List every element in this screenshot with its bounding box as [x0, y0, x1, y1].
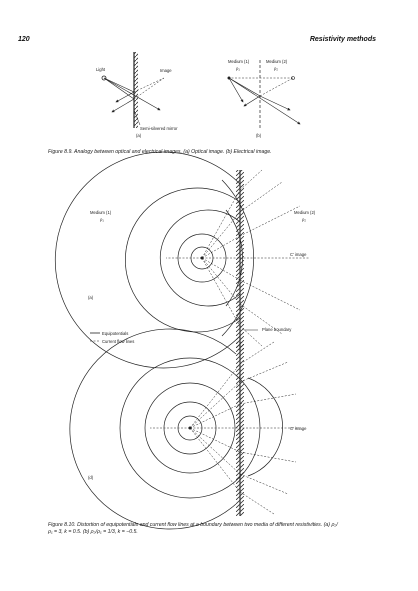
label-medium-2-small: Medium (2) — [266, 59, 288, 64]
label-c-image-d: C' image — [290, 426, 307, 431]
label-rho1-small: ρ₁ — [236, 66, 240, 71]
caption-figure-8-9: Figure 8.9. Analogy between optical and electrical images. (a) Optical image. (b) Electrical image. — [48, 149, 272, 155]
figure-8-10-d — [70, 329, 300, 529]
label-medium-1-small: Medium (1) — [228, 59, 250, 64]
label-rho1: ρ₁ — [100, 217, 104, 222]
figure-8-10-a — [55, 152, 310, 368]
legend-current-flow: Current flow lines — [102, 339, 135, 344]
tag-a-optical: (a) — [136, 133, 142, 138]
tag-d: (d) — [88, 475, 94, 480]
label-rho2-small: ρ₂ — [274, 66, 279, 71]
figure-8-9-a — [102, 52, 164, 128]
caption-figure-8-10: Figure 8.10. Distortion of equipotentials and current flow lines at a boundary between two media of different resistivities. (a) ρ₂/ρ₁ = 3, k = 0.5. (b) ρ₂/ρ₁ = 1/3, k = −0.5. — [48, 522, 338, 535]
label-rho2: ρ₂ — [302, 217, 307, 222]
label-medium-2: Medium (2) — [294, 210, 316, 215]
tag-b-electrical: (b) — [256, 133, 262, 138]
running-title: Resistivity methods — [309, 36, 376, 43]
label-c-image: C' image — [290, 252, 307, 257]
label-medium-1: Medium (1) — [90, 210, 112, 215]
legend-equipotentials: Equipotentials — [102, 331, 129, 336]
label-image: Image — [160, 68, 172, 73]
tag-a: (a) — [88, 295, 94, 300]
label-mirror: Semi-silvered mirror — [140, 126, 178, 131]
label-plane-boundary: Plane boundary — [262, 327, 292, 332]
label-light: Light — [96, 67, 106, 72]
page-number: 120 — [18, 36, 30, 43]
